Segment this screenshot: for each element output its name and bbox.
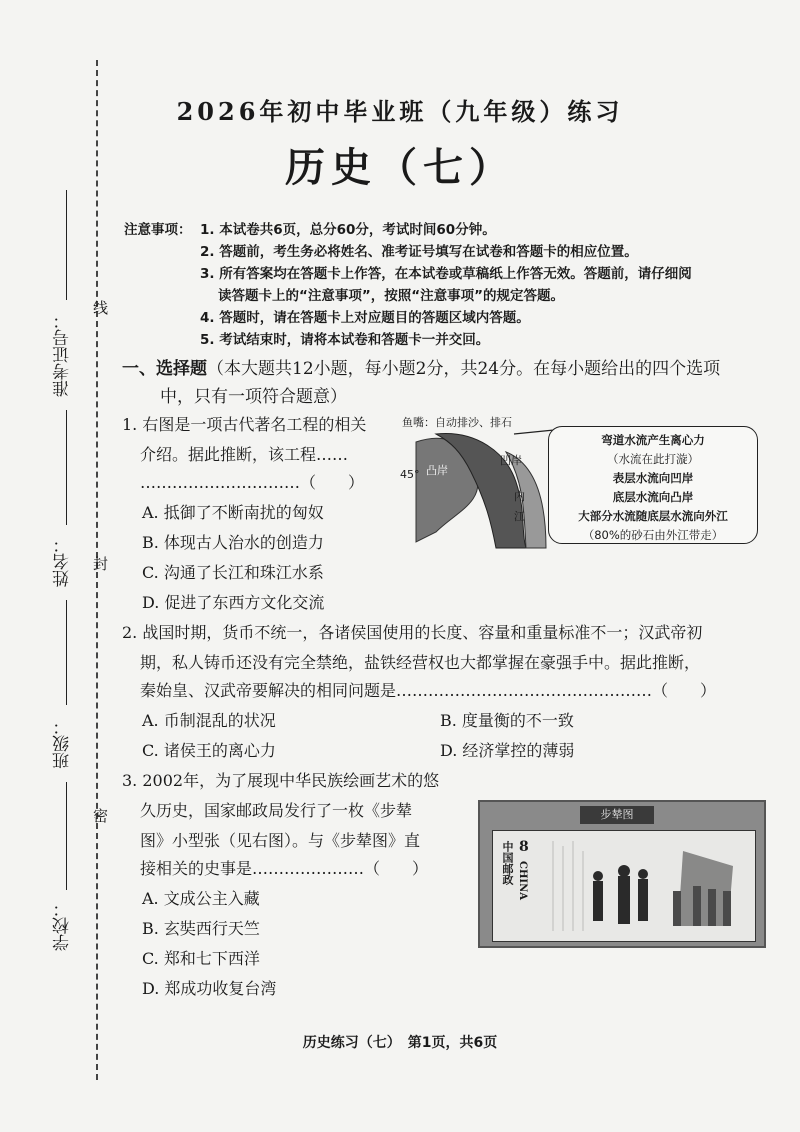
q1-option-b: B. 体现古人治水的创造力	[142, 533, 324, 552]
note-item-1: 1. 本试卷共6页，总分60分，考试时间60分钟。	[200, 222, 496, 238]
q2-stem-3: 秦始皇、汉武帝要解决的相同问题是…………………………………………（ ）	[140, 681, 717, 700]
q1-stem-3: …………………………（ ）	[140, 473, 365, 492]
exam-id-label: 准考证号：	[53, 312, 73, 397]
q1-option-c: C. 沟通了长江和珠江水系	[142, 563, 324, 582]
q2-option-b: B. 度量衡的不一致	[440, 711, 574, 730]
page-footer: 历史练习（七） 第1页，共6页	[302, 1035, 498, 1051]
exam-title: 2026年初中毕业班（九年级）练习	[176, 97, 624, 126]
stamp-painting	[492, 830, 756, 942]
river-diagram	[396, 412, 556, 550]
exam-id-field[interactable]	[66, 190, 67, 300]
school-label: 学校：	[53, 900, 73, 951]
school-field[interactable]	[66, 782, 67, 890]
stamp-country-en-label: CHINA	[517, 861, 528, 900]
q3-stamp-figure	[478, 800, 766, 948]
q3-stem-2: 久历史，国家邮政局发行了一枚《步辇	[140, 801, 413, 820]
notes-label: 注意事项：	[124, 222, 192, 238]
q2-stem-1: 2. 战国时期，货币不统一，各诸侯国使用的长度、容量和重量标准不一；汉武帝初	[122, 623, 703, 642]
class-field[interactable]	[66, 600, 67, 705]
figure-info-box	[548, 426, 758, 544]
section-title: 一、选择题	[122, 359, 207, 379]
stamp-country-label: 中国邮政	[501, 841, 514, 885]
q1-stem-2: 介绍。据此推断，该工程……	[140, 445, 349, 464]
q1-stem-1: 1. 右图是一项古代著名工程的相关	[122, 415, 367, 434]
section-desc-2: 中，只有一项符合题意）	[160, 387, 347, 407]
seal-mark-mi: 密	[91, 808, 109, 823]
note-item-3: 3. 所有答案均在答题卡上作答，在本试卷或草稿纸上作答无效。答题前，请仔细阅	[200, 266, 692, 282]
q1-option-a: A. 抵御了不断南扰的匈奴	[142, 503, 324, 522]
figure-top-label: 鱼嘴：自动排沙、排石	[402, 416, 512, 429]
figure-box-line-5: 大部分水流随底层水流向外江	[578, 509, 728, 523]
figure-inner-river-label-2: 江	[514, 510, 525, 523]
figure-box-line-6: （80%的砂石由外江带走）	[582, 528, 724, 542]
note-item-4: 4. 答题时，请在答题卡上对应题目的答题区域内答题。	[200, 310, 530, 326]
figure-convex-label: 凸岸	[426, 464, 448, 477]
q3-option-a: A. 文成公主入藏	[142, 889, 260, 908]
q3-option-d: D. 郑成功收复台湾	[142, 979, 277, 998]
q3-stem-3: 图》小型张（见右图）。与《步辇图》直	[140, 831, 421, 850]
q1-option-d: D. 促进了东西方文化交流	[142, 593, 325, 612]
q2-option-d: D. 经济掌控的薄弱	[440, 741, 575, 760]
figure-box-line-2: （水流在此打漩）	[607, 452, 699, 466]
figure-concave-label: 凹岸	[500, 454, 522, 467]
stamp-banner: 步辇图	[580, 806, 654, 824]
class-label: 班级：	[53, 718, 73, 769]
figure-box-line-4: 底层水流向凸岸	[612, 490, 694, 504]
name-field[interactable]	[66, 410, 67, 525]
stamp-value-label: 8	[519, 839, 529, 855]
stamp-painting-figures	[493, 831, 755, 941]
figure-angle-label: 45°	[400, 468, 420, 481]
note-item-5: 5. 考试结束时，请将本试卷和答题卡一并交回。	[200, 332, 490, 348]
q3-stem-1: 3. 2002年，为了展现中华民族绘画艺术的悠	[122, 771, 440, 790]
subject-title: 历史（七）	[285, 144, 515, 191]
note-item-3-cont: 读答题卡上的“注意事项”，按照“注意事项”的规定答题。	[218, 288, 564, 304]
figure-box-line-3: 表层水流向凹岸	[612, 471, 694, 485]
figure-inner-river-label: 内	[514, 490, 525, 503]
seal-mark-feng: 封	[91, 556, 109, 571]
section-desc-1: （本大题共12小题，每小题2分，共24分。在每小题给出的四个选项	[207, 359, 721, 379]
q2-stem-2: 期，私人铸币还没有完全禁绝，盐铁经营权也大都掌握在豪强手中。据此推断，	[140, 653, 701, 672]
q3-option-b: B. 玄奘西行天竺	[142, 919, 260, 938]
q3-stem-4: 接相关的史事是…………………（ ）	[140, 859, 429, 878]
name-label: 姓名：	[53, 536, 73, 587]
q2-option-a: A. 币制混乱的状况	[142, 711, 276, 730]
figure-box-line-1: 弯道水流产生离心力	[601, 433, 705, 447]
seal-mark-line: 线	[91, 300, 109, 315]
note-item-2: 2. 答题前，考生务必将姓名、准考证号填写在试卷和答题卡的相应位置。	[200, 244, 638, 260]
q2-option-c: C. 诸侯王的离心力	[142, 741, 276, 760]
q3-option-c: C. 郑和七下西洋	[142, 949, 260, 968]
q1-figure	[396, 412, 768, 550]
